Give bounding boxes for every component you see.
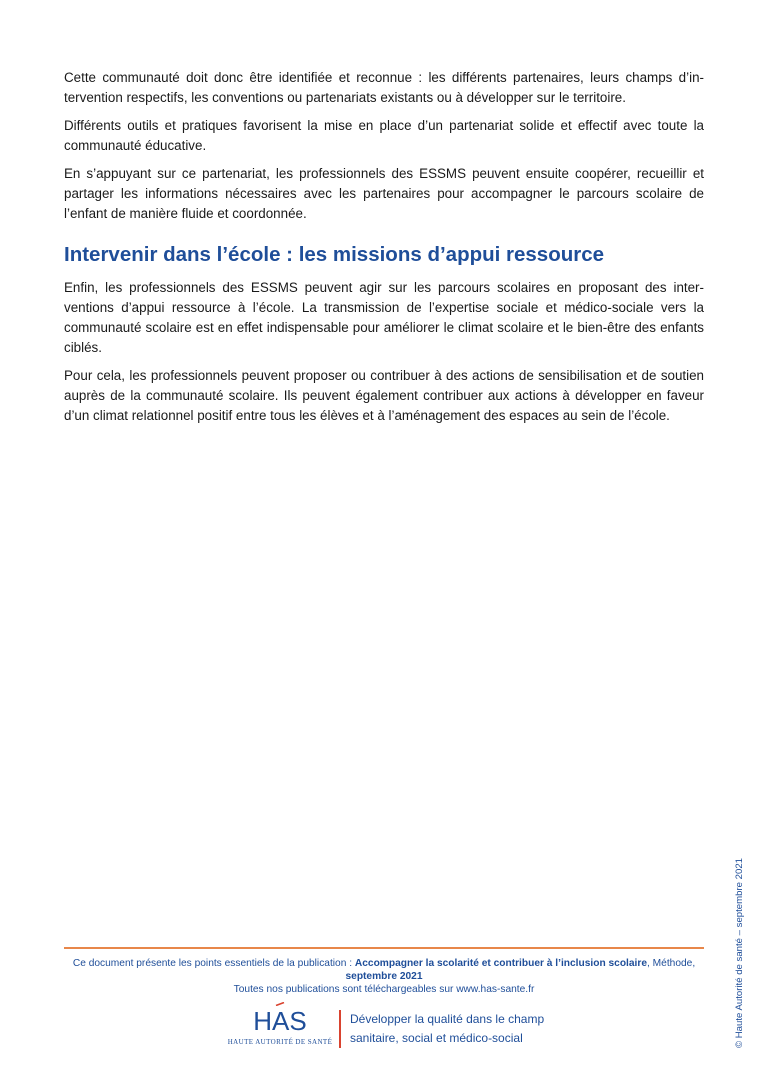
footer-intro: Ce document présente les points essentiels de la publication : — [72, 958, 355, 969]
paragraph-tools: Différents outils et pratiques favorisent la mise en place d’un partenariat solide et effectif avec toute la communauté éducative. — [64, 118, 704, 153]
document-body — [64, 68, 704, 434]
tagline-line-2: sanitaire, social et médico-social — [350, 1031, 523, 1045]
tagline-line-1: Développer la qualité dans le champ — [350, 1012, 545, 1026]
footer-downloads: Toutes nos publications sont téléchargeables sur www.has-sante.fr — [233, 984, 535, 995]
paragraph-interventions: Enfin, les professionnels des ESSMS peuvent agir sur les parcours scolaires en proposant des interventions d’appui ressource à l’école. La transmission de l’expertise sociale et médico-sociale vers la communauté scolaire est en effet indispensable pour améliorer le climat scolaire et le bien-être des enfants ciblés. — [64, 280, 704, 355]
footer-text — [64, 957, 704, 996]
logo-accent-icon — [275, 1002, 285, 1006]
footer-publication-title: Accompagner la scolarité et contribuer à l’inclusion scolaire — [354, 958, 648, 969]
paragraph-partnership: En s’appuyant sur ce partenariat, les professionnels des ESSMS peuvent ensuite coopérer, recueillir et partager les informations nécessaires avec les partenaires pour accompagner le parcours scolaire de l’enfant de manière fluide et coordonnée. — [64, 166, 704, 221]
has-logo — [226, 1008, 334, 1046]
footer-publication-line — [64, 957, 704, 970]
footer-divider — [64, 947, 704, 949]
paragraph-actions: Pour cela, les professionnels peuvent proposer ou contribuer à des actions de sensibilisation et de soutien auprès de la communauté scolaire. Ils peuvent également contribuer aux actions à développer en faveur d’un climat relationnel positif entre tous les élèves et à l’aménagement des espaces au sein de l’école. — [64, 368, 704, 423]
footer-tagline — [350, 1010, 544, 1048]
paragraph-community: Cette communauté doit donc être identifiée et reconnue : les différents partenaires, leurs champs d’intervention respectifs, les conventions ou partenariats existants ou à développer sur le territoire. — [64, 70, 704, 105]
section-heading: Intervenir dans l’école : les missions d’appui ressource — [64, 243, 605, 266]
logo-divider — [339, 1010, 341, 1048]
footer-logo-area — [226, 1008, 546, 1052]
copyright-vertical: © Haute Autorité de santé – septembre 2021 — [734, 857, 745, 1048]
has-logo-subtitle: HAUTE AUTORITÉ DE SANTÉ — [227, 1038, 333, 1046]
has-logo-letters: HAS — [253, 1006, 307, 1036]
footer-publication-type: , Méthode, — [647, 958, 696, 969]
footer-date: septembre 2021 — [345, 971, 423, 982]
